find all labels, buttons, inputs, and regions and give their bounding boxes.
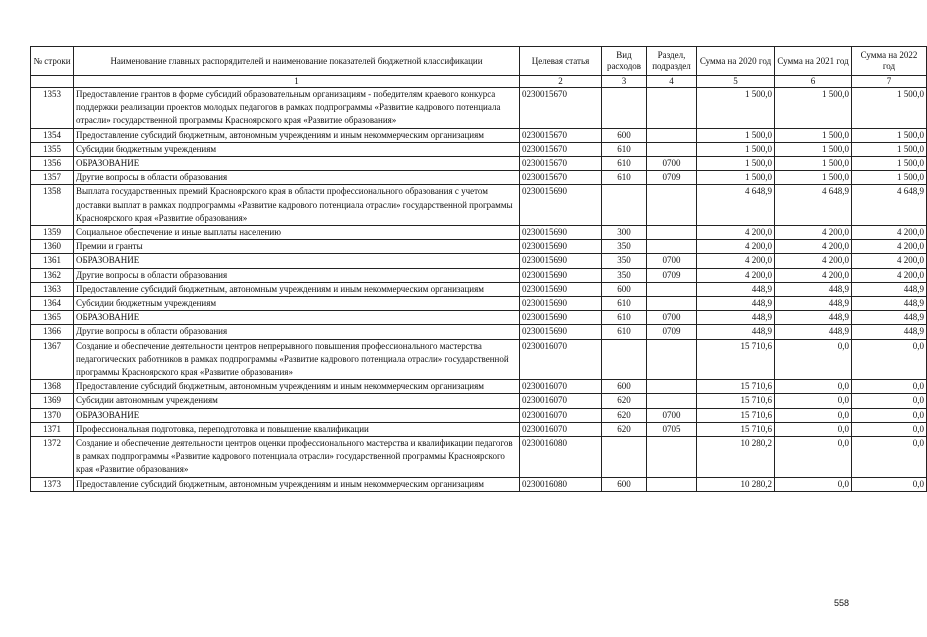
row-razdel [647, 185, 697, 226]
row-sum-2022: 1 500,0 [852, 157, 927, 171]
row-vid: 350 [602, 240, 647, 254]
row-sum-2021: 448,9 [775, 325, 852, 339]
row-target-code: 0230015690 [520, 185, 602, 226]
row-razdel: 0709 [647, 325, 697, 339]
row-number: 1367 [31, 339, 74, 380]
row-vid: 600 [602, 380, 647, 394]
row-razdel: 0709 [647, 268, 697, 282]
row-sum-2021: 0,0 [775, 394, 852, 408]
row-name: Другие вопросы в области образования [74, 171, 520, 185]
table-row [31, 408, 927, 422]
row-target-code: 0230015690 [520, 254, 602, 268]
row-target-code: 0230015670 [520, 128, 602, 142]
row-name: Субсидии бюджетным учреждениям [74, 297, 520, 311]
row-sum-2022: 448,9 [852, 325, 927, 339]
page-number: 558 [833, 598, 849, 608]
header-sum-2022: Сумма на 2022 год [852, 47, 927, 76]
row-sum-2020: 4 200,0 [697, 268, 775, 282]
table-row [31, 88, 927, 129]
row-target-code: 0230016070 [520, 380, 602, 394]
header-sum-2020: Сумма на 2020 год [697, 47, 775, 76]
column-number: 5 [697, 76, 775, 88]
row-razdel [647, 128, 697, 142]
table-row [31, 422, 927, 436]
row-vid [602, 185, 647, 226]
row-sum-2022: 4 200,0 [852, 254, 927, 268]
header-sum-2021: Сумма на 2021 год [775, 47, 852, 76]
row-number: 1354 [31, 128, 74, 142]
row-name: Предоставление субсидий бюджетным, автономным учреждениям и иным некоммерческим организациям [74, 477, 520, 491]
row-vid: 610 [602, 311, 647, 325]
row-name: Предоставление субсидий бюджетным, автономным учреждениям и иным некоммерческим организациям [74, 128, 520, 142]
row-number: 1370 [31, 408, 74, 422]
table-row [31, 185, 927, 226]
row-number: 1355 [31, 142, 74, 156]
row-target-code: 0230016070 [520, 408, 602, 422]
row-sum-2020: 15 710,6 [697, 339, 775, 380]
row-sum-2021: 4 648,9 [775, 185, 852, 226]
header-target: Целевая статья [520, 47, 602, 76]
row-sum-2021: 0,0 [775, 380, 852, 394]
row-name: Предоставление субсидий бюджетным, автономным учреждениям и иным некоммерческим организациям [74, 380, 520, 394]
row-sum-2021: 0,0 [775, 408, 852, 422]
row-name: Предоставление субсидий бюджетным, автономным учреждениям и иным некоммерческим организациям [74, 282, 520, 296]
row-number: 1360 [31, 240, 74, 254]
header-row [31, 47, 927, 76]
row-vid: 610 [602, 157, 647, 171]
row-sum-2022: 4 200,0 [852, 240, 927, 254]
table-row [31, 339, 927, 380]
row-vid: 610 [602, 142, 647, 156]
table-body [31, 88, 927, 492]
row-target-code: 0230015690 [520, 311, 602, 325]
table-row [31, 268, 927, 282]
row-sum-2022: 448,9 [852, 311, 927, 325]
row-target-code: 0230016070 [520, 422, 602, 436]
row-vid: 620 [602, 394, 647, 408]
row-number: 1369 [31, 394, 74, 408]
row-vid: 350 [602, 254, 647, 268]
row-sum-2022: 0,0 [852, 339, 927, 380]
row-vid [602, 437, 647, 478]
row-sum-2022: 448,9 [852, 282, 927, 296]
row-sum-2020: 15 710,6 [697, 394, 775, 408]
row-razdel [647, 477, 697, 491]
table-row [31, 240, 927, 254]
row-razdel: 0700 [647, 408, 697, 422]
row-sum-2021: 4 200,0 [775, 254, 852, 268]
row-number: 1356 [31, 157, 74, 171]
row-sum-2021: 0,0 [775, 422, 852, 436]
row-sum-2022: 448,9 [852, 297, 927, 311]
row-sum-2021: 0,0 [775, 339, 852, 380]
table-row [31, 142, 927, 156]
table-row [31, 311, 927, 325]
row-target-code: 0230016080 [520, 437, 602, 478]
table-row [31, 157, 927, 171]
row-sum-2022: 1 500,0 [852, 128, 927, 142]
row-vid: 300 [602, 226, 647, 240]
row-vid: 610 [602, 325, 647, 339]
row-sum-2020: 1 500,0 [697, 171, 775, 185]
row-sum-2021: 0,0 [775, 477, 852, 491]
row-name: ОБРАЗОВАНИЕ [74, 311, 520, 325]
row-razdel [647, 240, 697, 254]
row-sum-2022: 4 200,0 [852, 268, 927, 282]
row-razdel: 0705 [647, 422, 697, 436]
row-sum-2022: 0,0 [852, 380, 927, 394]
row-number: 1365 [31, 311, 74, 325]
row-sum-2020: 15 710,6 [697, 380, 775, 394]
row-razdel [647, 282, 697, 296]
table-row [31, 380, 927, 394]
row-razdel: 0700 [647, 254, 697, 268]
table-row [31, 297, 927, 311]
row-sum-2022: 4 200,0 [852, 226, 927, 240]
row-target-code: 0230015690 [520, 282, 602, 296]
row-sum-2021: 448,9 [775, 311, 852, 325]
header-vid: Вид расходов [602, 47, 647, 76]
row-number: 1361 [31, 254, 74, 268]
column-number: 4 [647, 76, 697, 88]
row-target-code: 0230016070 [520, 394, 602, 408]
row-razdel: 0700 [647, 157, 697, 171]
row-name: Социальное обеспечение и иные выплаты населению [74, 226, 520, 240]
row-sum-2022: 0,0 [852, 408, 927, 422]
row-vid [602, 88, 647, 129]
row-sum-2021: 448,9 [775, 282, 852, 296]
row-vid: 350 [602, 268, 647, 282]
row-sum-2022: 0,0 [852, 422, 927, 436]
row-target-code: 0230015690 [520, 268, 602, 282]
row-vid: 610 [602, 171, 647, 185]
row-target-code: 0230015690 [520, 226, 602, 240]
column-number: 3 [602, 76, 647, 88]
row-razdel [647, 88, 697, 129]
row-sum-2021: 1 500,0 [775, 128, 852, 142]
row-name: Выплата государственных премий Красноярского края в области профессионального образования с учетом доставки выплат в рамках подпрограммы «Развитие кадрового потенциала отрасли» государственной программы Красноярского края «Развитие образования» [74, 185, 520, 226]
row-name: ОБРАЗОВАНИЕ [74, 408, 520, 422]
row-razdel [647, 394, 697, 408]
budget-table [30, 46, 927, 492]
row-razdel [647, 142, 697, 156]
column-number: 1 [74, 76, 520, 88]
row-sum-2021: 1 500,0 [775, 157, 852, 171]
table-row [31, 325, 927, 339]
header-name: Наименование главных распорядителей и наименование показателей бюджетной классификации [74, 47, 520, 76]
row-sum-2021: 448,9 [775, 297, 852, 311]
row-name: Другие вопросы в области образования [74, 325, 520, 339]
row-name: Субсидии автономным учреждениям [74, 394, 520, 408]
row-target-code: 0230016070 [520, 339, 602, 380]
row-sum-2020: 4 200,0 [697, 254, 775, 268]
row-sum-2021: 4 200,0 [775, 268, 852, 282]
column-number-row [31, 76, 927, 88]
table-row [31, 437, 927, 478]
table-row [31, 254, 927, 268]
table-row [31, 394, 927, 408]
table-row [31, 171, 927, 185]
row-sum-2021: 1 500,0 [775, 88, 852, 129]
row-sum-2020: 448,9 [697, 325, 775, 339]
row-razdel [647, 437, 697, 478]
row-sum-2021: 1 500,0 [775, 171, 852, 185]
row-number: 1364 [31, 297, 74, 311]
row-target-code: 0230015670 [520, 171, 602, 185]
row-sum-2020: 4 648,9 [697, 185, 775, 226]
row-sum-2020: 10 280,2 [697, 437, 775, 478]
row-number: 1358 [31, 185, 74, 226]
row-number: 1363 [31, 282, 74, 296]
row-target-code: 0230015670 [520, 157, 602, 171]
row-number: 1373 [31, 477, 74, 491]
header-razdel: Раздел, подраздел [647, 47, 697, 76]
row-sum-2022: 1 500,0 [852, 88, 927, 129]
table-row [31, 477, 927, 491]
row-sum-2020: 4 200,0 [697, 226, 775, 240]
row-sum-2020: 15 710,6 [697, 408, 775, 422]
row-sum-2020: 1 500,0 [697, 128, 775, 142]
header-row-no: № строки [31, 47, 74, 76]
row-name: ОБРАЗОВАНИЕ [74, 254, 520, 268]
row-razdel [647, 226, 697, 240]
column-number: 6 [775, 76, 852, 88]
row-razdel [647, 297, 697, 311]
row-target-code: 0230016080 [520, 477, 602, 491]
row-name: Премии и гранты [74, 240, 520, 254]
row-sum-2022: 0,0 [852, 394, 927, 408]
table-row [31, 128, 927, 142]
row-number: 1371 [31, 422, 74, 436]
row-target-code: 0230015690 [520, 240, 602, 254]
table-row [31, 226, 927, 240]
row-sum-2022: 1 500,0 [852, 142, 927, 156]
row-vid: 620 [602, 422, 647, 436]
row-sum-2020: 10 280,2 [697, 477, 775, 491]
row-number: 1362 [31, 268, 74, 282]
row-sum-2020: 15 710,6 [697, 422, 775, 436]
column-number: 2 [520, 76, 602, 88]
row-sum-2021: 0,0 [775, 437, 852, 478]
row-name: ОБРАЗОВАНИЕ [74, 157, 520, 171]
row-name: Другие вопросы в области образования [74, 268, 520, 282]
row-vid [602, 339, 647, 380]
row-sum-2020: 1 500,0 [697, 88, 775, 129]
row-number: 1372 [31, 437, 74, 478]
table-row [31, 282, 927, 296]
row-sum-2022: 0,0 [852, 477, 927, 491]
row-vid: 600 [602, 128, 647, 142]
row-vid: 610 [602, 297, 647, 311]
row-razdel [647, 380, 697, 394]
row-number: 1357 [31, 171, 74, 185]
row-target-code: 0230015690 [520, 297, 602, 311]
row-number: 1353 [31, 88, 74, 129]
row-sum-2020: 4 200,0 [697, 240, 775, 254]
row-number: 1366 [31, 325, 74, 339]
row-sum-2022: 1 500,0 [852, 171, 927, 185]
row-target-code: 0230015670 [520, 88, 602, 129]
row-target-code: 0230015670 [520, 142, 602, 156]
row-vid: 620 [602, 408, 647, 422]
row-sum-2021: 4 200,0 [775, 240, 852, 254]
row-sum-2020: 448,9 [697, 311, 775, 325]
row-vid: 600 [602, 477, 647, 491]
row-number: 1368 [31, 380, 74, 394]
row-sum-2020: 448,9 [697, 297, 775, 311]
row-sum-2020: 1 500,0 [697, 157, 775, 171]
row-sum-2022: 4 648,9 [852, 185, 927, 226]
column-number [31, 76, 74, 88]
row-razdel: 0709 [647, 171, 697, 185]
row-target-code: 0230015690 [520, 325, 602, 339]
row-sum-2020: 1 500,0 [697, 142, 775, 156]
column-number: 7 [852, 76, 927, 88]
row-razdel: 0700 [647, 311, 697, 325]
row-name: Создание и обеспечение деятельности центров оценки профессионального мастерства и квалификации педагогов в рамках подпрограммы «Развитие кадрового потенциала отрасли» государственной программы Красноярского края «Развитие образования» [74, 437, 520, 478]
row-sum-2021: 1 500,0 [775, 142, 852, 156]
row-name: Создание и обеспечение деятельности центров непрерывного повышения профессионального мастерства педагогических работников в рамках подпрограммы «Развитие кадрового потенциала отрасли» государственной программы Красноярского края «Развитие образования» [74, 339, 520, 380]
row-name: Предоставление грантов в форме субсидий образовательным организациям - победителям краевого конкурса поддержки реализации проектов молодых педагогов в рамках подпрограммы «Развитие кадрового потенциала отрасли» государственной программы Красноярского края «Развитие образования» [74, 88, 520, 129]
row-razdel [647, 339, 697, 380]
row-number: 1359 [31, 226, 74, 240]
row-sum-2022: 0,0 [852, 437, 927, 478]
row-vid: 600 [602, 282, 647, 296]
row-name: Субсидии бюджетным учреждениям [74, 142, 520, 156]
row-sum-2020: 448,9 [697, 282, 775, 296]
row-sum-2021: 4 200,0 [775, 226, 852, 240]
row-name: Профессиональная подготовка, переподготовка и повышение квалификации [74, 422, 520, 436]
